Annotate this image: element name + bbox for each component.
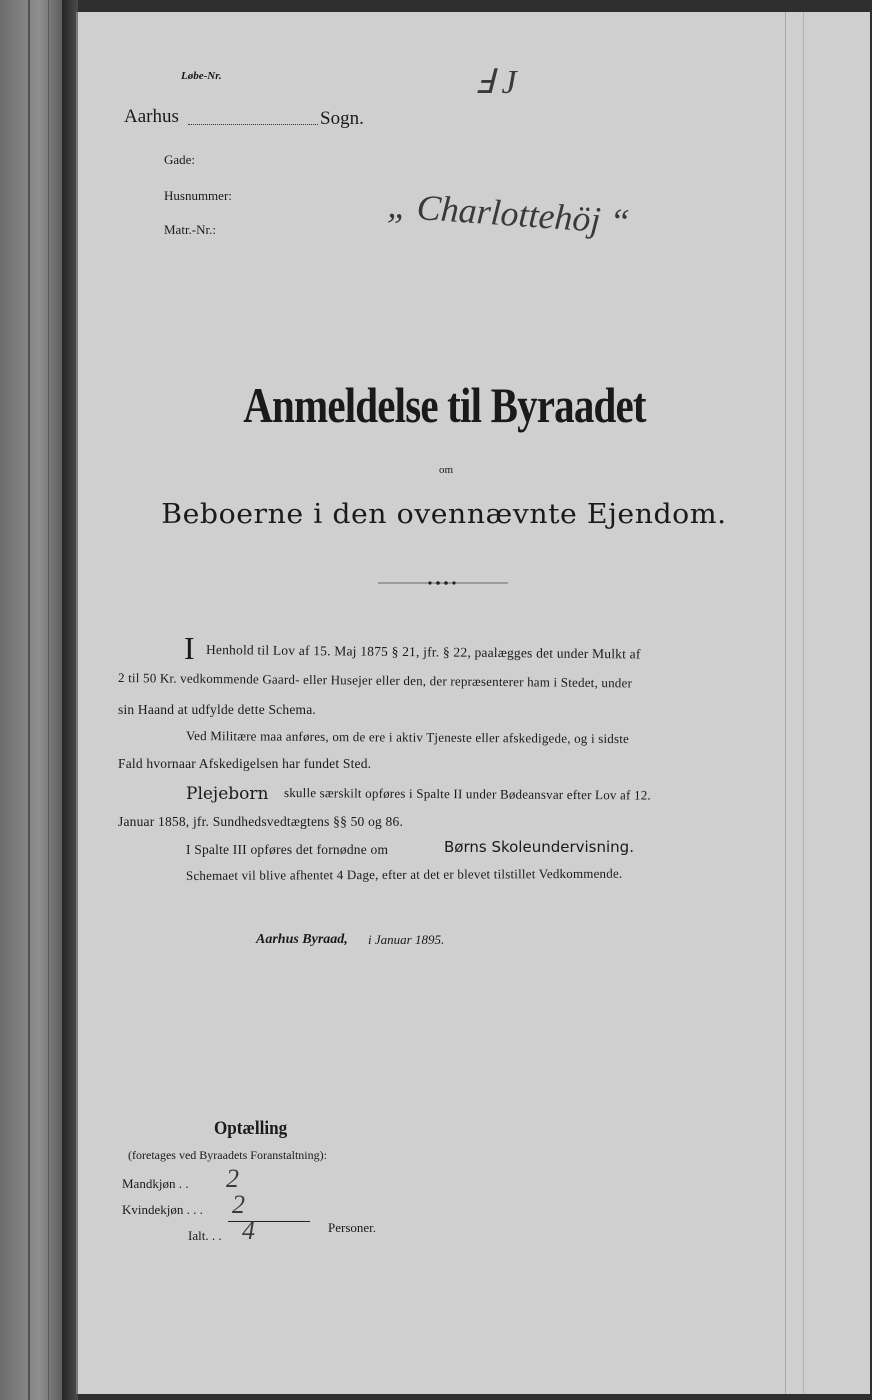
sogn-label: Sogn. xyxy=(320,108,364,129)
body-line-8: I Spalte III opføres det fornødne om xyxy=(186,842,389,857)
plejeborn-emphasis: Plejeborn xyxy=(186,784,269,804)
ornament-divider xyxy=(378,577,508,589)
female-count: 2 xyxy=(232,1190,245,1219)
page-edge-line xyxy=(803,12,804,1394)
female-label: Kvindekjøn . . . xyxy=(122,1202,203,1217)
male-label: Mandkjøn . . xyxy=(122,1176,189,1191)
total-label: Ialt. . . xyxy=(188,1228,222,1243)
body-line-9: Schemaet vil blive afhentet 4 Dage, efter at det er blevet tilstillet Vedkommende. xyxy=(185,865,623,883)
facing-page-edge xyxy=(48,0,49,1400)
body-line-4: Ved Militære maa anføres, om de ere i aktiv Tjeneste eller afskedigede, og i sidste xyxy=(185,728,630,747)
personer-label: Personer. xyxy=(328,1220,377,1235)
form-title: Anmeldelse til Byraadet xyxy=(243,377,646,433)
facing-page-edge xyxy=(28,0,30,1400)
address-value: „ Charlottehöj “ xyxy=(386,185,631,242)
loebe-nr-label: Løbe-Nr. xyxy=(181,70,222,82)
count-subtitle: (foretages ved Byraadets Foranstaltning): xyxy=(128,1148,327,1162)
gade-label: Gade: xyxy=(164,152,196,167)
body-line-7: Januar 1858, jfr. Sundhedsvedtægtens §§ 50 og 86. xyxy=(118,814,404,829)
body-line-6: skulle særskilt opføres i Spalte II under Bødeansvar efter Lov af 12. xyxy=(283,785,651,803)
body-line-5: Fald hvornaar Afskedigelsen har fundet Sted. xyxy=(118,756,372,771)
count-title: Optælling xyxy=(214,1118,288,1139)
total-count: 4 xyxy=(242,1216,255,1245)
signature-org: Aarhus Byraad, xyxy=(256,932,348,947)
sum-line xyxy=(228,1221,310,1222)
facing-page xyxy=(0,0,66,1400)
page-edge-line xyxy=(785,12,786,1394)
title-connector: om xyxy=(438,464,454,476)
aarhus-label: Aarhus xyxy=(124,106,179,127)
body-line-3: sin Haand at udfylde dette Schema. xyxy=(118,702,316,717)
form-page xyxy=(76,12,870,1394)
sogn-fill-line xyxy=(188,124,318,125)
body-line-1: Henhold til Lov af 15. Maj 1875 § 21, jfr. § 22, paalægges det under Mulkt af xyxy=(205,642,641,662)
signature-date: i Januar 1895. xyxy=(368,932,445,947)
loebe-nr-value: ℲJ xyxy=(474,64,525,101)
husnummer-label: Husnummer: xyxy=(164,188,232,203)
drop-cap: I xyxy=(184,630,195,666)
skoleundervisning-emphasis: Børns Skoleundervisning. xyxy=(444,838,634,856)
male-count: 2 xyxy=(226,1164,239,1193)
matr-nr-label: Matr.-Nr.: xyxy=(164,222,216,237)
form-subtitle: Beboerne i den ovennævnte Ejendom. xyxy=(161,499,727,530)
body-line-2: 2 til 50 Kr. vedkommende Gaard- eller Husejer eller den, der repræsenterer ham i Stedet, under xyxy=(117,670,633,691)
